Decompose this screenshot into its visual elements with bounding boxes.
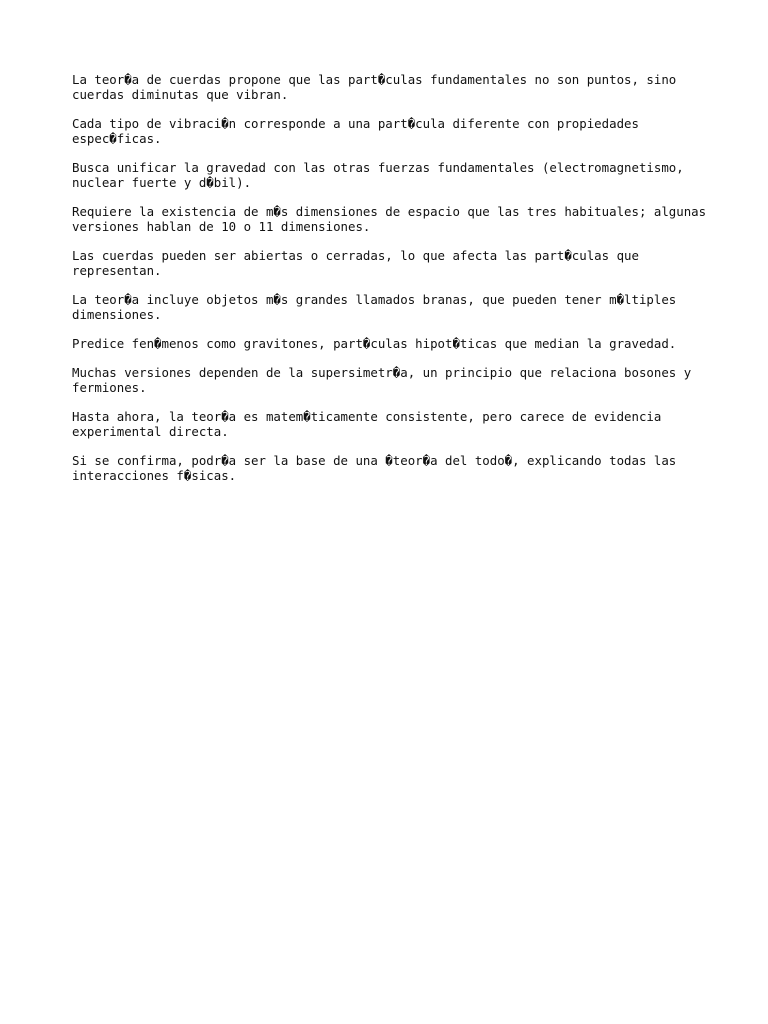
- paragraph-1: La teor�a de cuerdas propone que las part�culas fundamentales no son puntos, sino cuerdas diminutas que vibran.: [72, 72, 677, 102]
- paragraph-2: Cada tipo de vibraci�n corresponde a una part�cula diferente con propiedades espec�ficas.: [72, 116, 639, 146]
- document-body: [72, 72, 712, 497]
- paragraph-10: Si se confirma, podr�a ser la base de una �teor�a del todo�, explicando todas las interacciones f�sicas.: [72, 453, 677, 483]
- paragraph-7: Predice fen�menos como gravitones, part�culas hipot�ticas que median la gravedad.: [72, 336, 677, 351]
- paragraph-3: Busca unificar la gravedad con las otras fuerzas fundamentales (electromagnetismo, nuclear fuerte y d�bil).: [72, 160, 684, 190]
- paragraph-9: Hasta ahora, la teor�a es matem�ticamente consistente, pero carece de evidencia experimental directa.: [72, 409, 662, 439]
- paragraph-4: Requiere la existencia de m�s dimensiones de espacio que las tres habituales; algunas versiones hablan de 10 o 11 dimensiones.: [72, 204, 707, 234]
- paragraph-6: La teor�a incluye objetos m�s grandes llamados branas, que pueden tener m�ltiples dimensiones.: [72, 292, 677, 322]
- paragraph-8: Muchas versiones dependen de la supersimetr�a, un principio que relaciona bosones y fermiones.: [72, 365, 692, 395]
- paragraph-5: Las cuerdas pueden ser abiertas o cerradas, lo que afecta las part�culas que representan.: [72, 248, 639, 278]
